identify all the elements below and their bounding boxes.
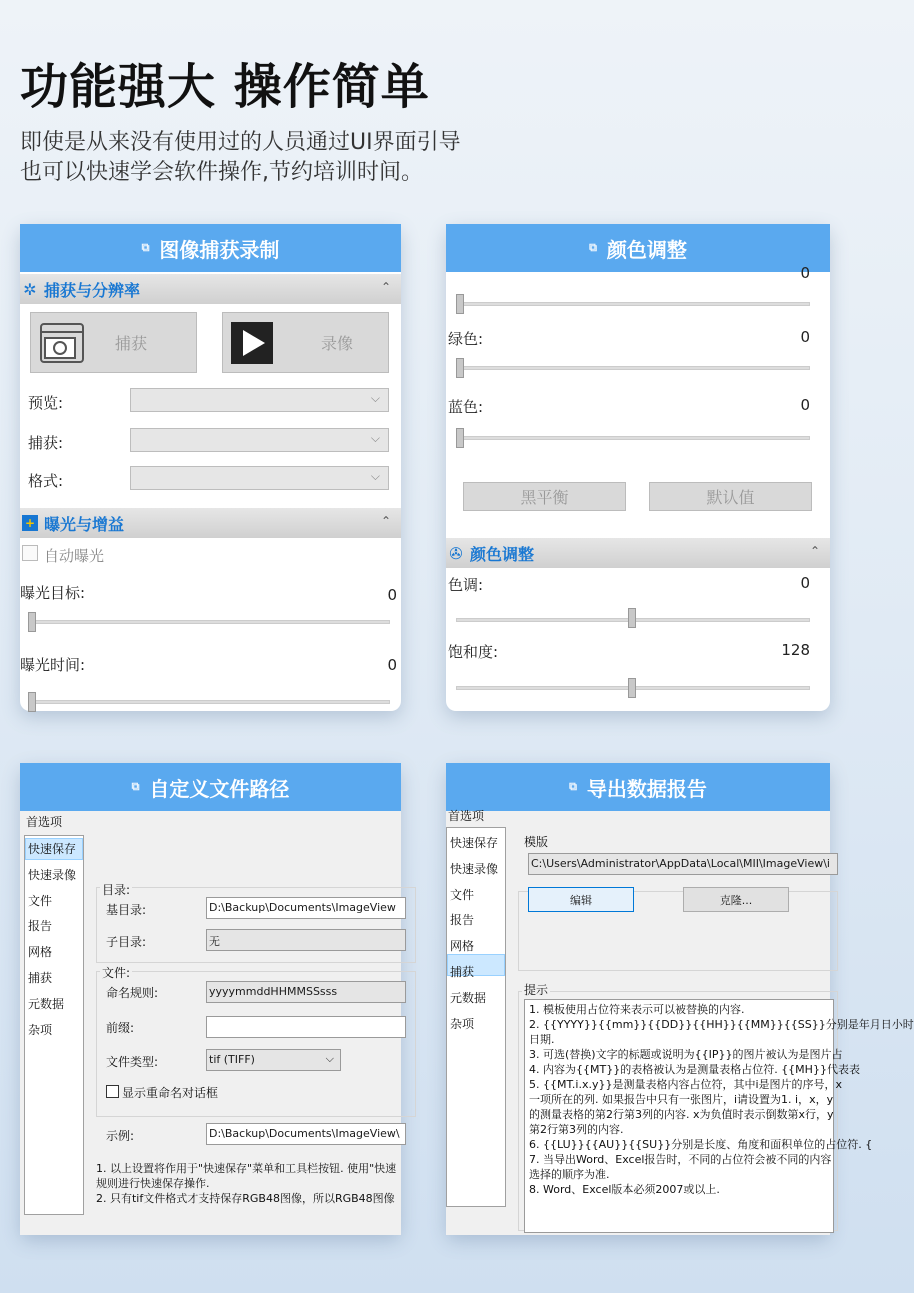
chevron-down-icon: ⌵ (325, 1052, 334, 1065)
sidebar-item[interactable]: 文件 (28, 893, 53, 908)
rename-dialog-label: 显示重命名对话框 (122, 1086, 219, 1100)
green-label: 绿色: (448, 330, 484, 348)
hint-line: 5. {{MT.i.x.y}}是测量表格内容占位符，其中i是图片的序号，x (529, 1078, 843, 1091)
exposure-time-label: 曝光时间: (20, 656, 86, 674)
card-custom-path (20, 763, 401, 1235)
example-label: 示例: (106, 1129, 135, 1143)
capture-button[interactable] (30, 312, 197, 373)
filetype-select[interactable] (206, 1049, 341, 1071)
saturation-value: 128 (781, 641, 810, 659)
hint-line: 8. Word、Excel版本必须2007或以上. (529, 1183, 720, 1196)
page-title: 功能强大 操作简单 (20, 59, 430, 115)
subtitle-line-1: 即使是从来没有使用过的人员通过UI界面引导 (20, 130, 461, 155)
clone-button[interactable]: 克隆... (683, 887, 789, 912)
blue-slider[interactable] (456, 436, 810, 440)
hint-line: 第2行第3列的内容. (529, 1123, 624, 1136)
exposure-target-thumb[interactable] (28, 612, 36, 632)
note-line: 1. 以上设置将作用于"快速保存"菜单和工具栏按钮. 使用"快速 (96, 1162, 397, 1175)
note-line: 规则进行快速保存操作. (96, 1177, 210, 1190)
hint-line: 选择的顺序为准. (529, 1168, 610, 1181)
sidebar-item[interactable]: 捕获 (28, 971, 53, 985)
capture-label: 捕获: (28, 434, 64, 452)
green-thumb[interactable] (456, 358, 464, 378)
preview-label: 预览: (28, 394, 64, 412)
card-title: 图像捕获录制 (159, 237, 280, 262)
prefix-label: 前缀: (106, 1021, 135, 1035)
hint-line: 4. 内容为{{MT}}的表格被认为是测量表格占位符. {{MH}}代表表 (529, 1063, 860, 1076)
base-dir-field[interactable]: D:\Backup\Documents\ImageView (206, 897, 406, 919)
sidebar-item[interactable]: 快速保存 (450, 836, 499, 850)
filetype-value: tif (TIFF) (209, 1053, 255, 1066)
sidebar-item[interactable]: 网格 (28, 945, 53, 960)
sub-dir-label: 子目录: (106, 935, 147, 949)
red-slider[interactable] (456, 302, 810, 306)
template-path-field[interactable]: C:\Users\Administrator\AppData\Local\MII\ImageView\i (528, 853, 838, 875)
card-title: 导出数据报告 (586, 776, 707, 801)
hint-group-label: 提示 (524, 983, 549, 997)
auto-exposure-checkbox[interactable] (22, 545, 38, 561)
hint-line: 2. {{YYYY}}{{mm}}{{DD}}{{HH}}{{MM}}{{SS}}分别是年月日小时 (529, 1018, 914, 1031)
notes (96, 1161, 406, 1206)
blue-thumb[interactable] (456, 428, 464, 448)
hint-line: 3. 可选(替换)文字的标题或说明为{{IP}}的图片被认为是图片占 (529, 1048, 843, 1061)
color-panel (446, 264, 830, 711)
record-button-label: 录像 (321, 334, 354, 353)
card-export-report (446, 763, 914, 1235)
exposure-target-label: 曝光目标: (20, 584, 86, 602)
exposure-time-thumb[interactable] (28, 692, 36, 712)
capture-button-label: 捕获 (115, 334, 148, 353)
sub-dir-select[interactable]: 无 (206, 929, 406, 951)
sidebar-item[interactable]: 元数据 (28, 996, 65, 1011)
hint-line: 一项所在的列. 如果报告中只有一张图片，i请设置为1. i，x，y (529, 1093, 834, 1106)
play-icon (231, 322, 273, 364)
dir-group-label: 目录: (102, 883, 131, 897)
filetype-label: 文件类型: (106, 1055, 159, 1069)
sidebar-item[interactable]: 杂项 (450, 1016, 475, 1031)
options-title: 首选项 (448, 809, 485, 823)
note-line: 2. 只有tif文件格式才支持保存RGB48图像，所以RGB48图像 (96, 1192, 395, 1205)
file-group-label: 文件: (102, 966, 131, 980)
aperture-icon: ✲ (23, 279, 37, 299)
base-dir-label: 基目录: (106, 903, 147, 917)
sidebar-item[interactable]: 捕获 (450, 965, 475, 979)
collapse-icon[interactable]: ⌃ (380, 514, 391, 528)
naming-select[interactable]: yyyymmddHHMMSSsss (206, 981, 406, 1003)
hue-value: 0 (800, 574, 810, 592)
card-header (20, 763, 401, 811)
sidebar-item[interactable]: 快速录像 (28, 867, 77, 882)
naming-label: 命名规则: (106, 986, 159, 1000)
sidebar-item[interactable]: 报告 (450, 913, 475, 928)
preferences-window (446, 809, 914, 1235)
section-title: 捕获与分辨率 (44, 280, 141, 300)
window-icon: ⧉ (131, 780, 140, 793)
collapse-icon[interactable]: ⌃ (380, 280, 391, 294)
sidebar-item[interactable]: 杂项 (28, 1022, 53, 1037)
sidebar-item[interactable]: 元数据 (450, 990, 487, 1005)
green-slider[interactable] (456, 366, 810, 370)
window-icon: ⧉ (569, 780, 577, 793)
blue-value: 0 (800, 396, 810, 414)
page-subtitle (20, 128, 461, 188)
card-image-capture (20, 224, 401, 711)
card-title: 自定义文件路径 (149, 776, 290, 801)
red-thumb[interactable] (456, 294, 464, 314)
prefix-field[interactable] (206, 1016, 406, 1038)
camera-icon (39, 322, 85, 364)
sidebar-item[interactable]: 快速保存 (28, 842, 77, 856)
format-select[interactable] (130, 466, 389, 490)
sidebar-item[interactable]: 文件 (450, 887, 475, 902)
green-value: 0 (800, 328, 810, 346)
hint-line: 日期. (529, 1033, 555, 1046)
template-group-label: 模版 (524, 835, 549, 849)
preview-select[interactable] (130, 388, 389, 412)
hue-label: 色调: (448, 576, 484, 594)
saturation-thumb[interactable] (628, 678, 636, 698)
exposure-time-slider[interactable] (28, 700, 390, 704)
section-exposure-gain[interactable] (20, 508, 401, 538)
saturation-label: 饱和度: (448, 643, 499, 661)
exposure-icon: + (22, 515, 38, 531)
hue-thumb[interactable] (628, 608, 636, 628)
subtitle-line-2: 也可以快速学会软件操作,节约培训时间。 (20, 160, 423, 185)
blue-label: 蓝色: (448, 398, 484, 416)
hint-box[interactable] (524, 999, 914, 1233)
card-header (20, 224, 401, 272)
sidebar-item[interactable]: 网格 (450, 939, 475, 954)
section-title: 曝光与增益 (44, 514, 125, 534)
film-reel-icon: ✇ (449, 543, 463, 563)
default-button[interactable]: 默认值 (649, 482, 812, 511)
sidebar-item[interactable]: 报告 (28, 919, 53, 934)
capture-select[interactable] (130, 428, 389, 452)
collapse-icon[interactable]: ⌃ (809, 544, 820, 558)
hint-line: 1. 模板使用占位符来表示可以被替换的内容. (529, 1003, 745, 1016)
edit-button[interactable]: 编辑 (528, 887, 634, 912)
auto-exposure-label: 自动曝光 (44, 547, 105, 565)
window-icon: ⧉ (589, 241, 597, 254)
card-title: 颜色调整 (606, 237, 687, 262)
window-icon: ⧉ (141, 241, 150, 254)
capture-panel (20, 272, 401, 711)
exposure-target-value: 0 (387, 586, 397, 604)
section-color-adjust[interactable] (446, 538, 830, 568)
rename-dialog-checkbox[interactable] (106, 1085, 119, 1098)
hint-line: 6. {{LU}}{{AU}}{{SU}}分别是长度、角度和面积单位的占位符. { (529, 1138, 873, 1151)
card-header (446, 763, 830, 811)
section-title: 颜色调整 (470, 544, 535, 564)
options-title: 首选项 (26, 815, 63, 829)
red-value: 0 (800, 264, 810, 282)
preferences-window (20, 811, 401, 1235)
record-button[interactable] (222, 312, 389, 373)
black-balance-button[interactable]: 黑平衡 (463, 482, 626, 511)
card-header (446, 224, 830, 272)
format-label: 格式: (28, 472, 64, 490)
exposure-time-value: 0 (387, 656, 397, 674)
hint-line: 7. 当导出Word、Excel报告时，不同的占位符会被不同的内容 (529, 1153, 832, 1166)
card-color-adjust (446, 224, 830, 711)
sidebar-item[interactable]: 快速录像 (450, 861, 499, 876)
hint-line: 的测量表格的第2行第3列的内容. x为负值时表示倒数第x行，y (529, 1108, 834, 1121)
section-capture-resolution[interactable] (20, 274, 401, 304)
example-field: D:\Backup\Documents\ImageView\ (206, 1123, 406, 1145)
exposure-target-slider[interactable] (28, 620, 390, 624)
